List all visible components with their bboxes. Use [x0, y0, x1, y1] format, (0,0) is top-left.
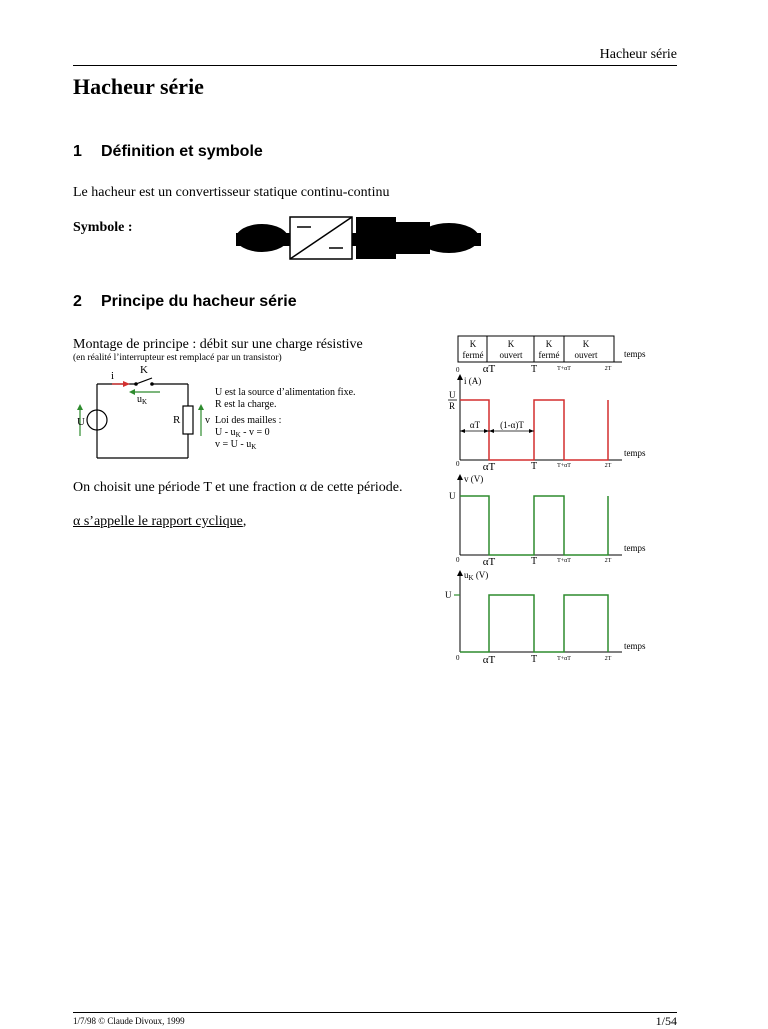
state-2-line1: K [507, 339, 515, 349]
uk-axis-label: $u_K$ (V) [464, 570, 489, 582]
section-2-heading [73, 293, 297, 311]
tick-aT-table: αT [482, 363, 496, 375]
circuit-desc-1: U est la source d’alimentation fixe. [215, 387, 356, 398]
tick-0-i: 0 [456, 460, 460, 468]
state-1-line1: K [469, 339, 477, 349]
tick-0-uk: 0 [456, 654, 460, 662]
tick-2T-uk: 2T [604, 656, 612, 662]
loop-equation-1: $U - u_K - v = 0$ [215, 427, 270, 439]
tick-TaT-i: T+αT [557, 463, 571, 469]
time-label-uk: temps [624, 641, 646, 651]
uk-level: U [445, 590, 452, 600]
tick-0-table: 0 [456, 366, 460, 374]
section-2-number: 2 [73, 293, 82, 310]
v-level: U [449, 491, 456, 501]
tick-TaT-table: T+αT [557, 366, 571, 372]
chronogram [440, 330, 665, 670]
section-1-title: Définition et symbole [101, 143, 263, 160]
voltage-uk-waveform [460, 595, 608, 652]
time-label-i: temps [624, 448, 646, 458]
state-4-line2: ouvert [574, 350, 598, 360]
tick-aT-uk: αT [482, 654, 496, 666]
circuit-desc-3: Loi des mailles : [215, 415, 282, 426]
period-paragraph: On choisit une période T et une fraction α de cette période. [73, 480, 403, 495]
i-axis-label: i (A) [464, 376, 482, 386]
montage-text: Montage de principe : débit sur une charge résistive [73, 337, 363, 352]
header-rule [73, 65, 677, 66]
loop-equation-2: $v = U - u_K$ [215, 439, 257, 451]
state-3-line1: K [545, 339, 553, 349]
state-4-line1: K [582, 339, 590, 349]
symbol-label: Symbole : [73, 220, 133, 235]
i-ann-1-aT: (1-α)T [500, 420, 524, 430]
voltage-v-waveform [460, 496, 608, 555]
tick-TaT-v: T+αT [557, 558, 571, 564]
label-r: R [173, 414, 181, 426]
label-k: K [140, 364, 148, 376]
circuit-diagram [72, 362, 412, 464]
tick-2T-table: 2T [604, 366, 612, 372]
state-2-line2: ouvert [499, 350, 523, 360]
tick-aT-i: αT [482, 461, 496, 473]
tick-T-uk: T [530, 654, 538, 665]
chopper-symbol [234, 216, 482, 260]
tick-T-table: T [530, 364, 538, 375]
duty-cycle-paragraph [73, 514, 246, 530]
circuit-desc-2: R est la charge. [215, 399, 277, 410]
transistor-note: (en réalité l’interrupteur est remplacé par un transistor) [73, 353, 282, 363]
tick-TaT-uk: T+αT [557, 656, 571, 662]
duty-cycle-tail: , [242, 514, 247, 529]
definition-text: Le hacheur est un convertisseur statique continu-continu [73, 185, 390, 200]
tick-T-i: T [530, 461, 538, 472]
footer-copyright: 1/7/98 © Claude Divoux, 1999 [73, 1016, 185, 1026]
running-header: Hacheur série [599, 47, 677, 62]
label-u: U [77, 416, 85, 428]
state-1-line2: fermé [462, 350, 484, 360]
tick-0-v: 0 [456, 556, 460, 564]
footer-rule [73, 1012, 677, 1013]
section-1-number: 1 [73, 143, 82, 160]
i-level-num: U [449, 390, 456, 400]
tick-aT-v: αT [482, 556, 496, 568]
state-3-line2: fermé [538, 350, 560, 360]
tick-2T-v: 2T [604, 558, 612, 564]
label-i: i [111, 370, 115, 382]
tick-T-v: T [530, 556, 538, 567]
label-v: v [205, 415, 210, 426]
time-label-table: temps [624, 349, 646, 359]
i-ann-aT: αT [469, 420, 481, 430]
i-level-den: R [449, 401, 456, 411]
time-label-v: temps [624, 543, 646, 553]
duty-cycle-definition: α s’appelle le rapport cyclique [73, 514, 243, 529]
page-number: 1/54 [655, 1014, 677, 1028]
section-1-heading [73, 143, 263, 161]
current-waveform [460, 400, 608, 460]
v-axis-label: v (V) [464, 474, 484, 484]
page-title: Hacheur série [73, 74, 204, 99]
tick-2T-i: 2T [604, 463, 612, 469]
section-2-title: Principe du hacheur série [101, 293, 297, 310]
label-uk: $u_K$ [137, 394, 148, 406]
